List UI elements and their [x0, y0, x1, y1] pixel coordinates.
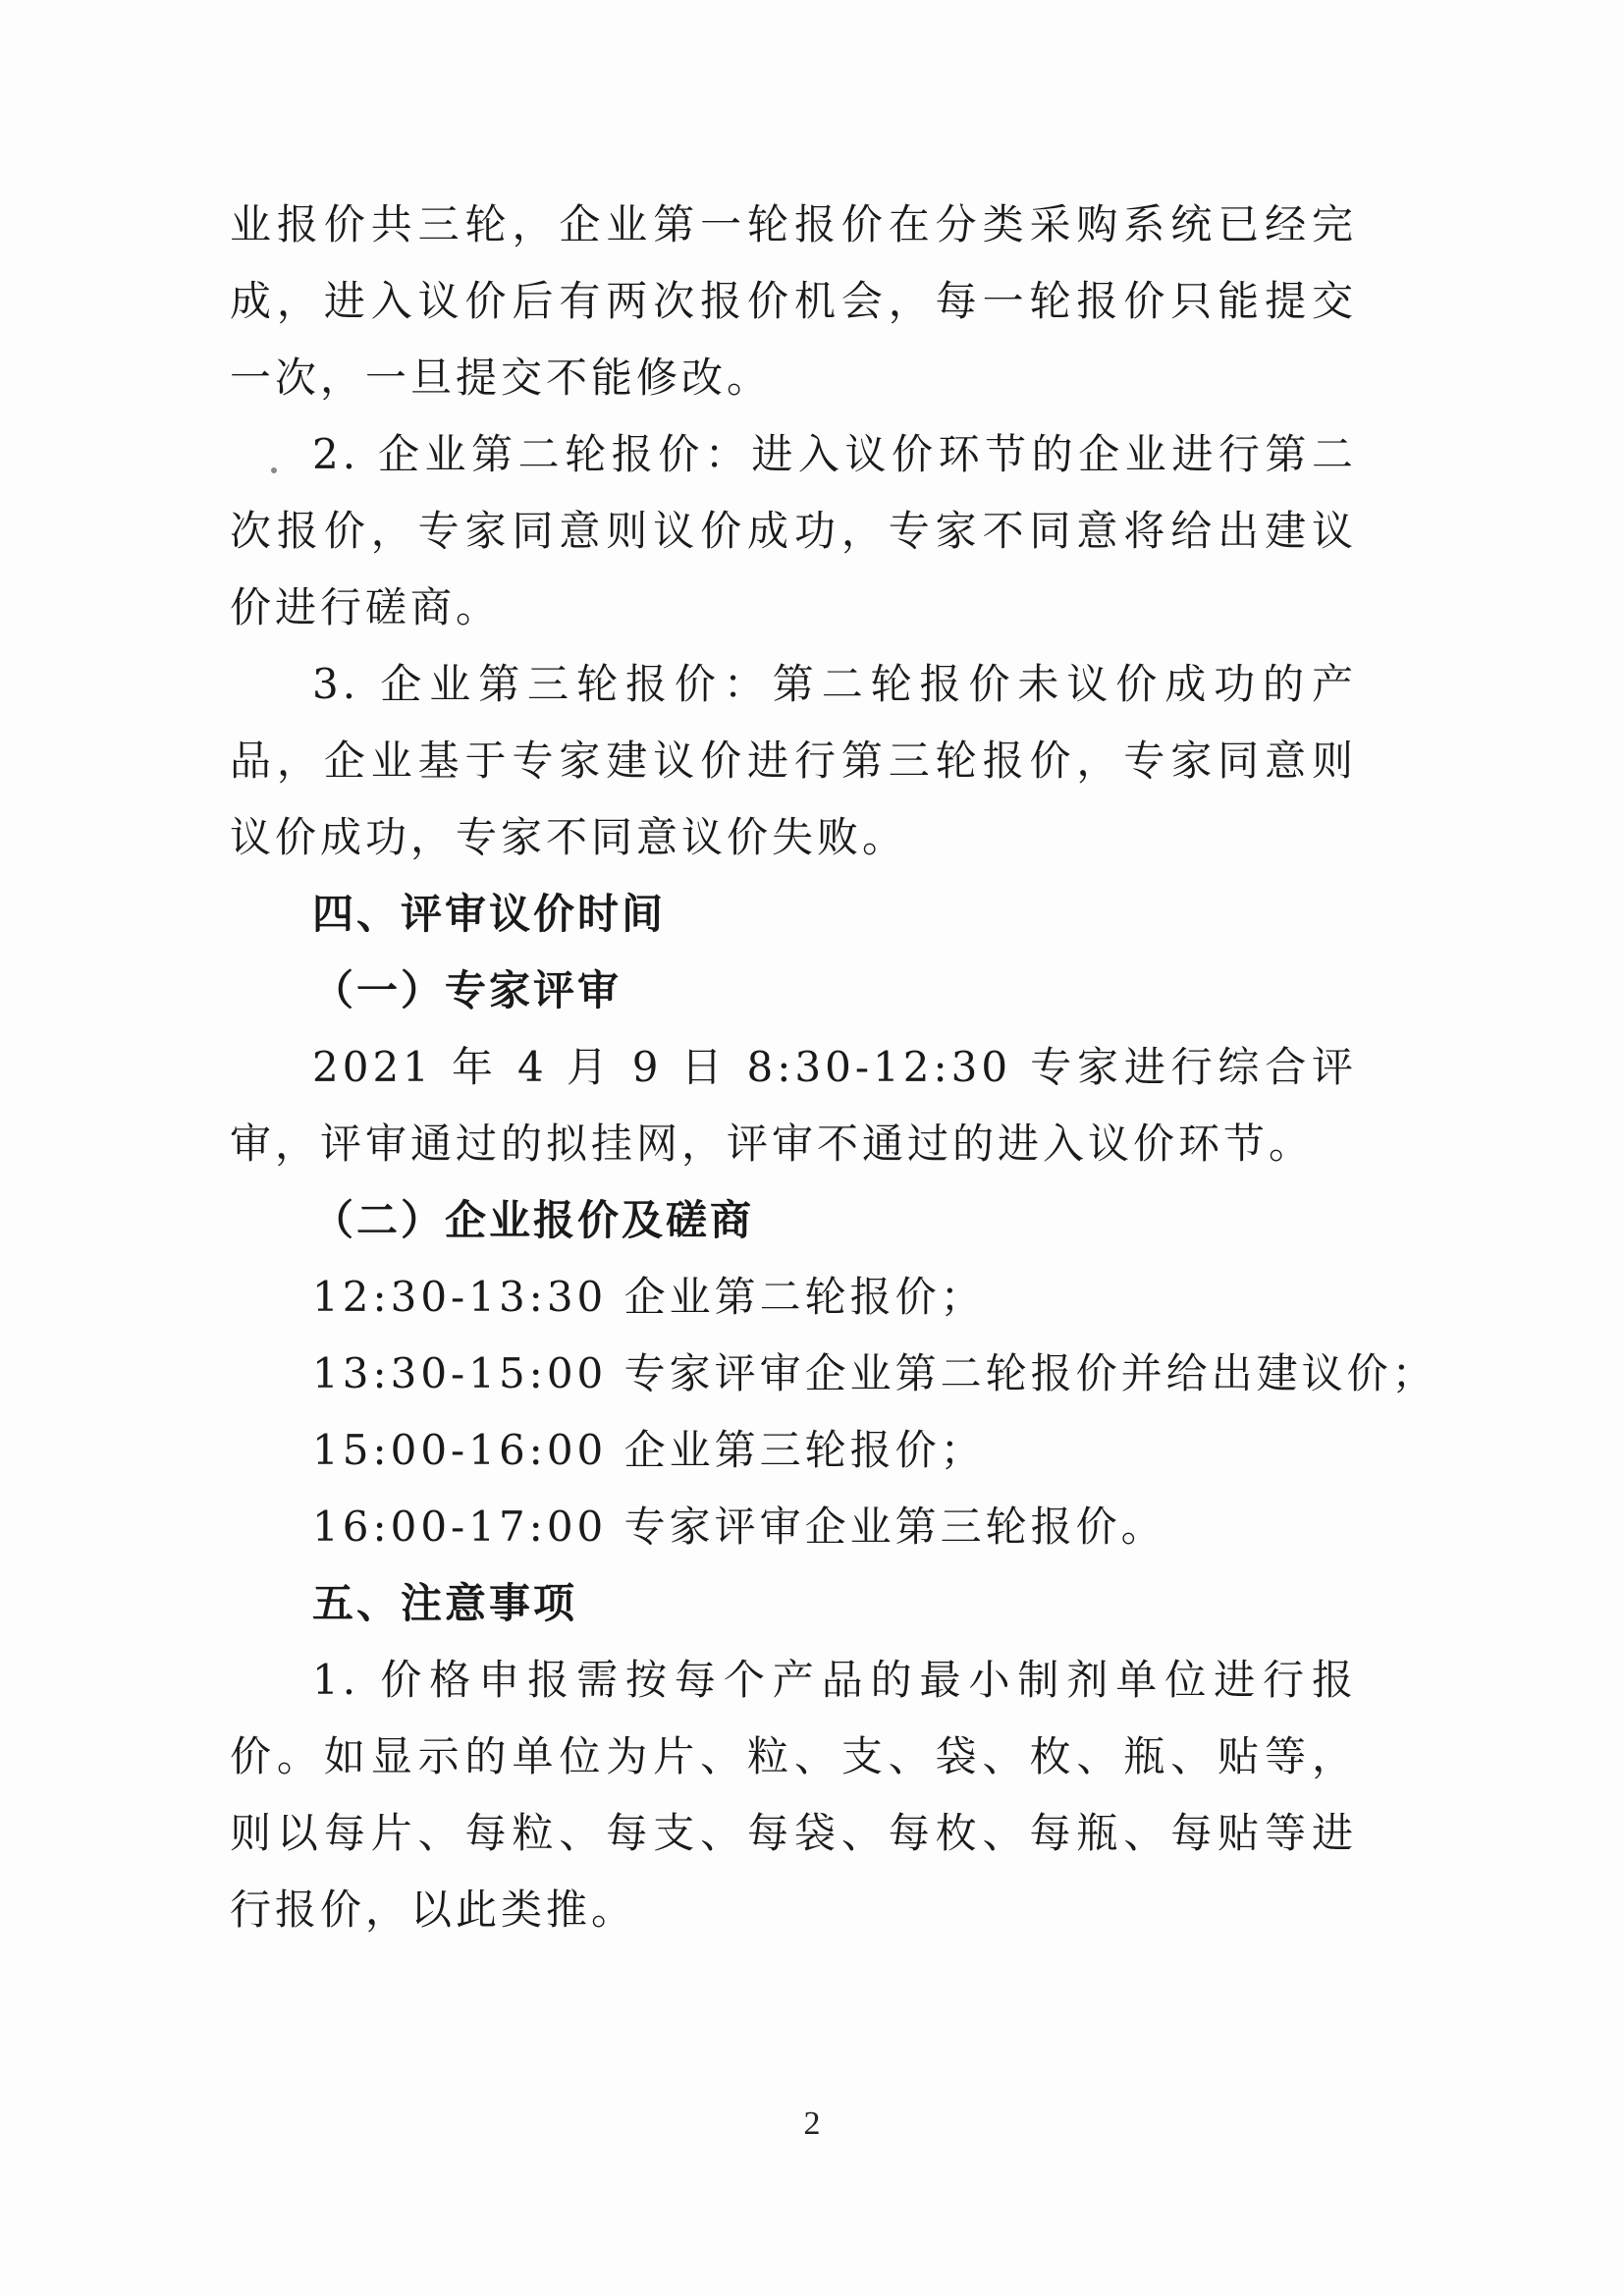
paragraph-third-round: 3. 企业第三轮报价：第二轮报价未议价成功的产品，企业基于专家建议价进行第三轮报价，专家同意则议价成功，专家不同意议价失败。	[230, 660, 1357, 861]
schedule-line: 13:30-15:00 专家评审企业第二轮报价并给出建议价；	[312, 1349, 1437, 1397]
page-number: 2	[803, 2105, 821, 2142]
schedule-line: 16:00-17:00 专家评审企业第三轮报价。	[312, 1503, 1166, 1551]
paragraph-second-round: 2. 企业第二轮报价：进入议价环节的企业进行第二次报价，专家同意则议价成功，专家不同意将给出建议价进行磋商。	[230, 430, 1357, 631]
document-body	[230, 187, 1437, 1948]
paragraph-expert-review: 2021 年 4 月 9 日 8:30-12:30 专家进行综合评审，评审通过的拟挂网，评审不通过的进入议价环节。	[230, 1043, 1357, 1168]
subsection-heading-expert-review: （一）专家评审	[312, 966, 623, 1014]
section-heading-notes: 五、注意事项	[312, 1579, 578, 1627]
schedule-line: 15:00-16:00 企业第三轮报价；	[312, 1426, 986, 1474]
paragraph-price-unit-note: 1. 价格申报需按每个产品的最小制剂单位进行报价。如显示的单位为片、粒、支、袋、枚、瓶、贴等，则以每片、每粒、每支、每袋、每枚、每瓶、每贴等进行报价，以此类推。	[230, 1656, 1357, 1934]
schedule-line: 12:30-13:30 企业第二轮报价；	[312, 1273, 986, 1321]
section-heading-review-time: 四、评审议价时间	[312, 890, 667, 938]
paragraph-quote-rounds: 业报价共三轮，企业第一轮报价在分类采购系统已经完成，进入议价后有两次报价机会，每一轮报价只能提交一次，一旦提交不能修改。	[230, 200, 1357, 402]
subsection-heading-quote-negotiation: （二）企业报价及磋商	[312, 1196, 755, 1244]
